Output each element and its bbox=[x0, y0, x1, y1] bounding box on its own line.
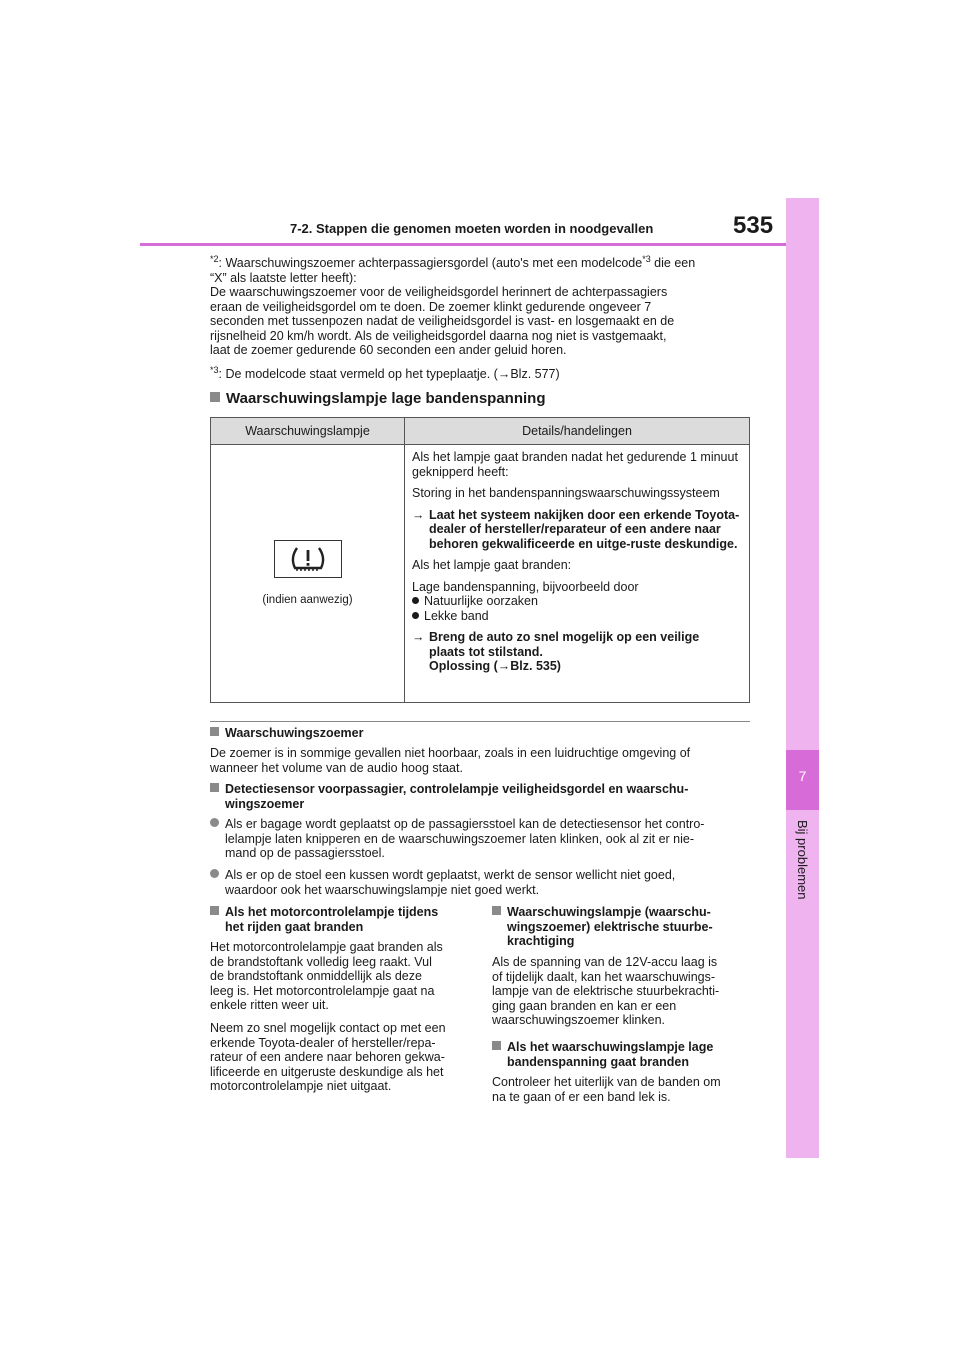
note-line: motorcontrolelampje niet uitgaat. bbox=[210, 1079, 392, 1093]
action-row bbox=[412, 508, 740, 552]
list-item-text: Natuurlijke oorzaken bbox=[424, 594, 538, 608]
list-item bbox=[412, 594, 740, 609]
warning-light-table bbox=[210, 417, 750, 703]
details-text: Storing in het bandenspanningswaarschuwingssysteem bbox=[412, 486, 720, 500]
note-line: of tijdelijk daalt, kan het waarschuwings- bbox=[492, 969, 716, 984]
note-line: waardoor ook het waarschuwingslampje niet goed werkt. bbox=[225, 882, 540, 897]
action-text: Oplossing (→Blz. 535) bbox=[429, 659, 561, 673]
action-text: plaats tot stilstand. bbox=[429, 644, 543, 659]
note-title bbox=[210, 905, 475, 934]
footnote-2 bbox=[210, 256, 750, 358]
note-title-text: het rijden gaat branden bbox=[225, 919, 364, 934]
footnote-2-line: rijsnelheid 20 km/h wordt. Als de veiligheidsgordel daarna nog niet is vastgemaakt, bbox=[210, 328, 667, 343]
note-title bbox=[492, 1040, 750, 1069]
square-bullet-icon bbox=[210, 906, 219, 915]
square-bullet-icon bbox=[210, 392, 220, 402]
note-line: lampje van de elektrische stuurbekrachti- bbox=[492, 984, 720, 998]
table-row bbox=[211, 445, 750, 703]
bullet-icon bbox=[412, 597, 419, 604]
details-cell bbox=[405, 445, 750, 703]
note-title-text: Waarschuwingszoemer bbox=[225, 726, 364, 740]
tire-pressure-warning-icon-graphic bbox=[275, 541, 341, 577]
tire-pressure-warning-icon bbox=[274, 540, 342, 578]
note-line: erkende Toyota-dealer of hersteller/repa- bbox=[210, 1035, 436, 1050]
note-title-text: krachtiging bbox=[507, 934, 575, 948]
note-line: Controleer het uiterlijk van de banden om bbox=[492, 1075, 721, 1089]
footnote-ref-3: *3 bbox=[642, 254, 651, 264]
note-title bbox=[210, 782, 750, 811]
footnote-2-line: “X” als laatste letter heeft): bbox=[210, 270, 357, 285]
action-row bbox=[412, 630, 740, 674]
note-title bbox=[492, 905, 750, 949]
table-header-cell: Details/handelingen bbox=[405, 418, 750, 445]
square-bullet-icon bbox=[492, 906, 501, 915]
note-line: na te gaan of er een band lek is. bbox=[492, 1089, 671, 1104]
list-item bbox=[412, 609, 740, 624]
note-line: wanneer het volume van de audio hoog staat. bbox=[210, 760, 463, 775]
list-item-text: Lekke band bbox=[424, 608, 489, 623]
footnote-2-line: seconden met tussenpozen nadat de veiligheidsgordel is vast- en losgemaakt en de bbox=[210, 314, 675, 328]
footnote-2-line: eraan de veiligheidsgordel om te doen. De zoemer klinkt gedurende ongeveer 7 bbox=[210, 299, 652, 314]
note-body bbox=[492, 955, 750, 1028]
table-header-cell: Waarschuwingslampje bbox=[211, 418, 405, 445]
note-line: de brandstoftank onmiddellijk als deze bbox=[210, 969, 422, 983]
circle-bullet-icon bbox=[210, 818, 219, 827]
icon-cell bbox=[211, 445, 405, 703]
footnote-2-text-b: die een bbox=[650, 256, 696, 270]
note-line: de brandstoftank volledig leeg raakt. Vul bbox=[210, 954, 432, 969]
footnote-3 bbox=[210, 367, 750, 382]
action-text: Laat het systeem nakijken door een erkende Toyota-dealer of hersteller/reparateur of een andere naar behoren gekwalificeerde en uitge-ruste deskundige. bbox=[429, 507, 740, 551]
arrow-icon: → bbox=[412, 507, 425, 522]
note-body bbox=[210, 746, 750, 775]
table-header-row bbox=[211, 418, 750, 445]
icon-caption: (indien aanwezig) bbox=[262, 593, 353, 606]
note-line: Neem zo snel mogelijk contact op met een bbox=[210, 1021, 446, 1035]
note-line: leeg is. Het motorcontrolelampje gaat na bbox=[210, 983, 435, 998]
note-line: lelampje laten knipperen en de waarschuwingszoemer laten klinken, ook al zit er nie- bbox=[225, 831, 695, 846]
chapter-label: Bij problemen bbox=[795, 820, 810, 900]
chapter-number: 7 bbox=[798, 768, 807, 784]
note-title-text: Als het motorcontrolelampje tijdens bbox=[225, 905, 439, 919]
note-title-text: wingszoemer) elektrische stuurbe- bbox=[507, 919, 713, 934]
note-title-text: Als het waarschuwingslampje lage bbox=[507, 1040, 714, 1054]
footnote-2-line: De waarschuwingszoemer voor de veiligheidsgordel herinnert de achterpassagiers bbox=[210, 285, 668, 299]
note-line: mand op de passagiersstoel. bbox=[225, 846, 385, 860]
footnote-mark-3: *3 bbox=[210, 365, 219, 375]
note-line: waarschuwingszoemer klinken. bbox=[492, 1013, 665, 1027]
note-body bbox=[210, 1021, 475, 1094]
page-number: 535 bbox=[733, 212, 774, 239]
chapter-side-band bbox=[786, 198, 819, 1158]
note-bullet bbox=[210, 817, 750, 861]
note-title-text: bandenspanning gaat branden bbox=[507, 1054, 689, 1069]
action-text: Breng de auto zo snel mogelijk op een veilige bbox=[429, 630, 700, 644]
details-text: Als het lampje gaat branden nadat het gedurende 1 minuut geknipperd heeft: bbox=[412, 450, 738, 479]
note-line: De zoemer is in sommige gevallen niet hoorbaar, zoals in een luidruchtige omgeving of bbox=[210, 746, 691, 760]
note-bullet bbox=[210, 868, 750, 897]
note-title-text: wingszoemer bbox=[225, 796, 305, 811]
header-rule bbox=[140, 243, 786, 246]
arrow-icon: → bbox=[412, 630, 425, 644]
details-text: Lage bandenspanning, bijvoorbeeld door bbox=[412, 579, 639, 594]
note-line: Het motorcontrolelampje gaat branden als bbox=[210, 940, 443, 954]
notes-rule bbox=[210, 721, 750, 722]
note-line: rateur of een andere naar behoren gekwa- bbox=[210, 1050, 445, 1064]
note-line: enkele ritten weer uit. bbox=[210, 998, 329, 1012]
square-bullet-icon bbox=[210, 727, 219, 736]
footnote-2-text-a: : Waarschuwingszoemer achterpassagiersgordel (auto's met een modelcode bbox=[218, 256, 643, 270]
note-line: ging gaan branden en kan er een bbox=[492, 998, 677, 1013]
note-line: Als er op de stoel een kussen wordt geplaatst, werkt de sensor wellicht niet goed, bbox=[225, 868, 676, 882]
footnote-2-line: laat de zoemer gedurende 60 seconden een ander geluid horen. bbox=[210, 343, 567, 357]
note-line: Als de spanning van de 12V-accu laag is bbox=[492, 955, 718, 969]
footnote-3-text: : De modelcode staat vermeld op het typeplaatje. (→Blz. 577) bbox=[218, 367, 560, 381]
note-line: lificeerde en uitgeruste deskundige als het bbox=[210, 1064, 444, 1079]
details-text: Als het lampje gaat branden: bbox=[412, 558, 572, 572]
note-title bbox=[210, 726, 750, 741]
square-bullet-icon bbox=[210, 783, 219, 792]
note-body bbox=[210, 940, 475, 1013]
note-title-text: Detectiesensor voorpassagier, controlelampje veiligheidsgordel en waarschu- bbox=[225, 782, 689, 796]
note-body bbox=[492, 1075, 750, 1104]
note-title-text: Waarschuwingslampje (waarschu- bbox=[507, 905, 711, 919]
note-line: Als er bagage wordt geplaatst op de passagiersstoel kan de detectiesensor het contro- bbox=[225, 817, 705, 831]
square-bullet-icon bbox=[492, 1041, 501, 1050]
footnote-mark-2: *2 bbox=[210, 254, 219, 264]
circle-bullet-icon bbox=[210, 869, 219, 878]
bullet-icon bbox=[412, 612, 419, 619]
section-title bbox=[210, 390, 546, 407]
running-header: 7-2. Stappen die genomen moeten worden in noodgevallen bbox=[290, 221, 654, 236]
section-title-text: Waarschuwingslampje lage bandenspanning bbox=[226, 390, 546, 407]
